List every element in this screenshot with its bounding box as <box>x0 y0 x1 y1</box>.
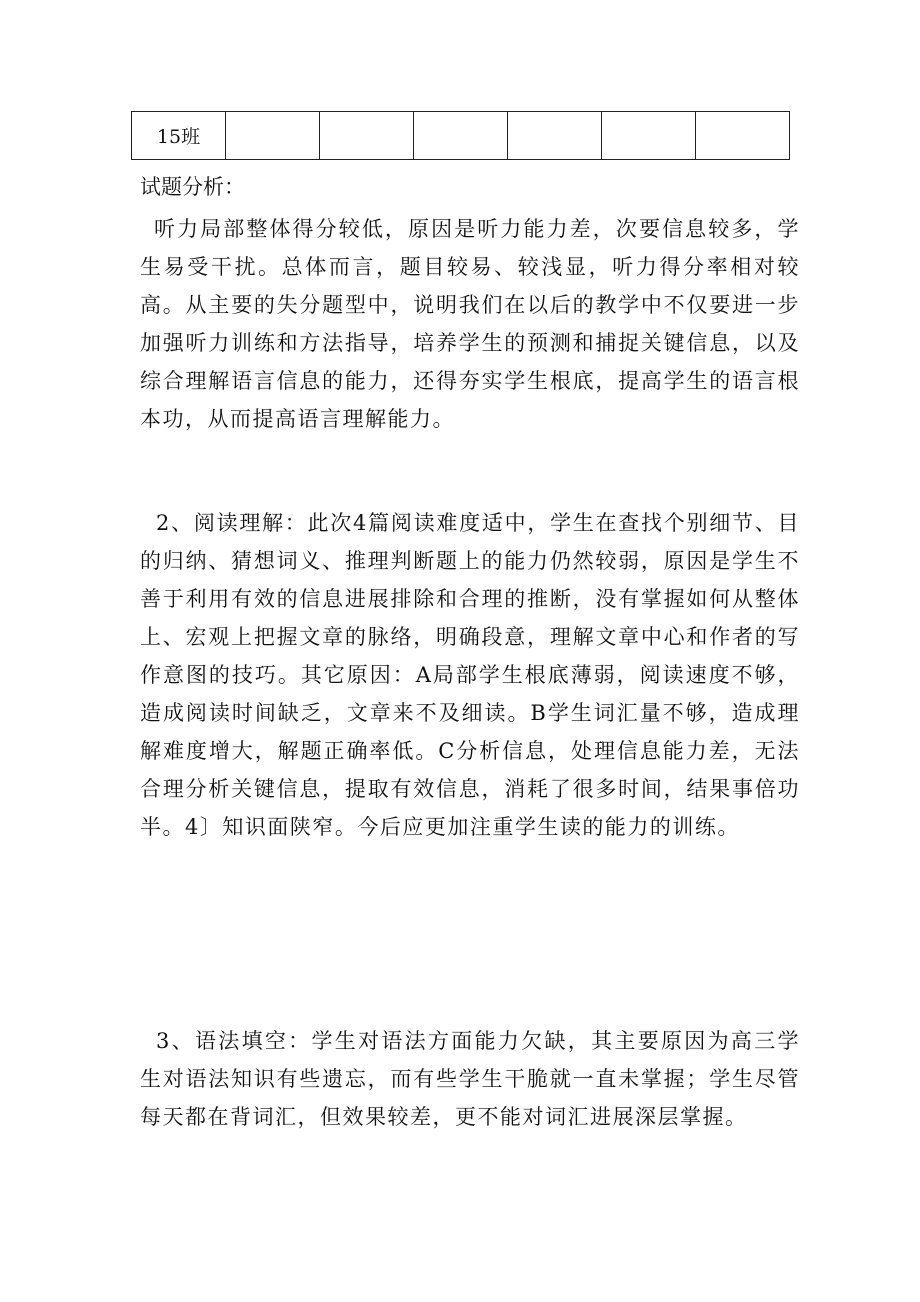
table-row <box>132 112 790 160</box>
table-cell <box>602 112 696 160</box>
table-cell <box>508 112 602 160</box>
table-cell <box>226 112 320 160</box>
class-name-cell: 15班 <box>132 112 226 160</box>
table-cell <box>320 112 414 160</box>
score-table <box>131 111 790 160</box>
table-cell <box>414 112 508 160</box>
section-title: 试题分析： <box>140 175 245 199</box>
reading-analysis-paragraph: 2、阅读理解：此次4篇阅读难度适中，学生在查找个别细节、目的归纳、猜想词义、推理判断题上的能力仍然较弱，原因是学生不善于利用有效的信息进展排除和合理的推断，没有掌握如何从整体上、宏观上把握文章的脉络，明确段意，理解文章中心和作者的写作意图的技巧。其它原因：A局部学生根底薄弱，阅读速度不够，造成阅读时间缺乏，文章来不及细读。B学生词汇量不够，造成理解难度增大，解题正确率低。C分析信息，处理信息能力差，无法合理分析关键信息，提取有效信息，消耗了很多时间，结果事倍功半。4〕知识面陕窄。今后应更加注重学生读的能力的训练。 <box>140 511 800 839</box>
listening-analysis-paragraph: 听力局部整体得分较低，原因是听力能力差，次要信息较多，学生易受干扰。总体而言，题目较易、较浅显，听力得分率相对较高。从主要的失分题型中，说明我们在以后的教学中不仅要进一步加强听力训练和方法指导，培养学生的预测和捕捉关键信息，以及综合理解语言信息的能力，还得夯实学生根底，提高学生的语言根本功，从而提高语言理解能力。 <box>140 217 800 431</box>
grammar-analysis-paragraph: 3、语法填空：学生对语法方面能力欠缺，其主要原因为高三学生对语法知识有些遗忘，而有些学生干脆就一直未掌握；学生尽管每天都在背词汇，但效果较差，更不能对词汇进展深层掌握。 <box>140 1029 800 1129</box>
table-cell <box>696 112 790 160</box>
